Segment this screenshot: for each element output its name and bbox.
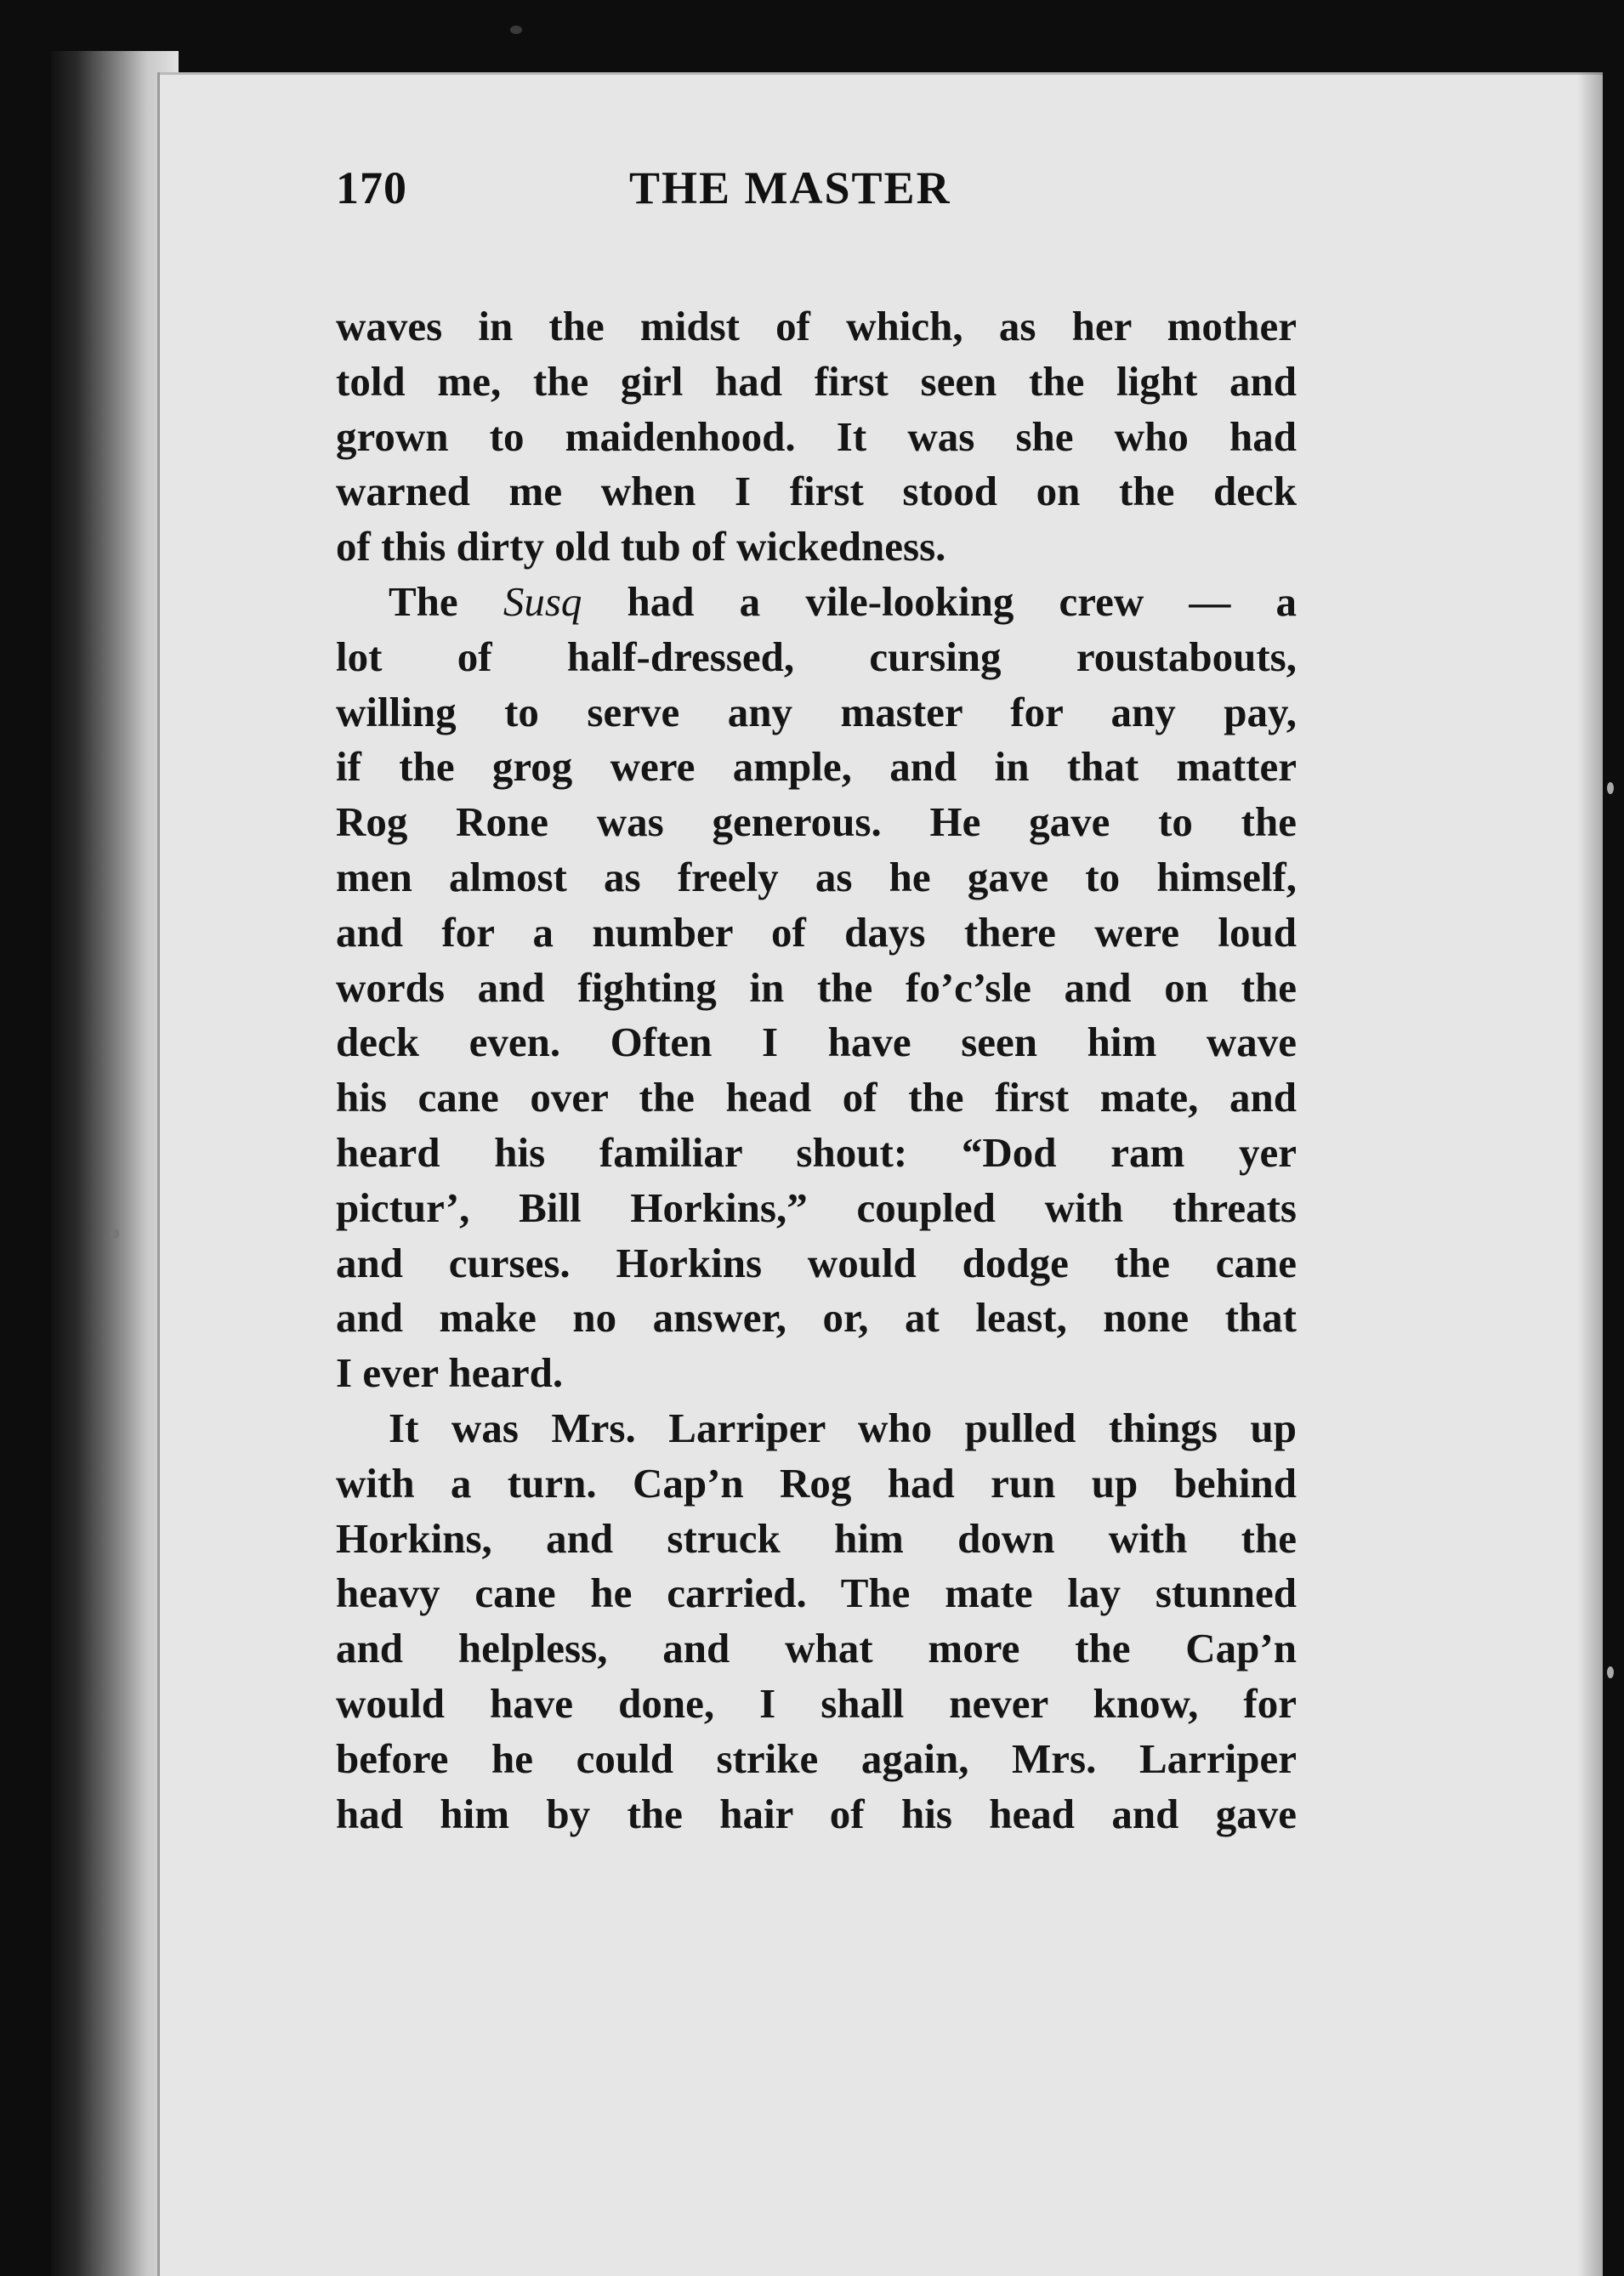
running-head-title: THE MASTER [629, 162, 951, 213]
text-line: had him by the hair of his head and gave [336, 1790, 1297, 1837]
text-line [336, 575, 1297, 630]
text-line: his cane over the head of the first mate, and [336, 1074, 1297, 1121]
text-line: men almost as freely as he gave to himself, [336, 853, 1297, 900]
scan-speck [1607, 782, 1614, 794]
text-line: pictur’, Bill Horkins,” coupled with threats [336, 1183, 1297, 1231]
text-line: grown to maidenhood. It was she who had [336, 412, 1297, 460]
text-line: if the grog were ample, and in that matter [336, 743, 1297, 791]
text-line: with a turn. Cap’n Rog had run up behind [336, 1459, 1297, 1507]
text-line: waves in the midst of which, as her mother [336, 303, 1297, 349]
text-line: heavy cane he carried. The mate lay stunned [336, 1569, 1297, 1617]
page-number: 170 [336, 162, 407, 213]
ship-name-italic: Susq [503, 577, 582, 625]
text-line: and make no answer, or, at least, none that [336, 1294, 1297, 1342]
text-line: before he could strike again, Mrs. Larriper [336, 1734, 1297, 1782]
text-line: warned me when I first stood on the deck [336, 468, 1297, 515]
text-line: Rog Rone was generous. He gave to the [336, 798, 1297, 846]
text-line: words and fighting in the fo’c’sle and on the [336, 963, 1297, 1011]
scan-speck [111, 1229, 119, 1239]
text-line: deck even. Often I have seen him wave [336, 1019, 1297, 1066]
paragraph-1 [336, 299, 1297, 575]
text-line: and helpless, and what more the Cap’n [336, 1625, 1297, 1672]
text-line: told me, the girl had first seen the light and [336, 357, 1297, 405]
text-line: and for a number of days there were loud [336, 908, 1297, 956]
text-line: willing to serve any master for any pay, [336, 688, 1297, 735]
text-line: I ever heard. [336, 1349, 564, 1397]
text-line: heard his familiar shout: “Dod ram yer [336, 1128, 1297, 1176]
paragraph-3 [336, 1401, 1297, 1842]
text-line: would have done, I shall never know, for [336, 1679, 1297, 1727]
page-edge-shadow [1577, 72, 1603, 2276]
text-segment: had a vile-looking crew — a [582, 577, 1297, 625]
text-line: and curses. Horkins would dodge the cane [336, 1239, 1297, 1286]
text-line: of this dirty old tub of wickedness. [336, 523, 946, 570]
paragraph-2 [336, 575, 1297, 1401]
page-header [336, 162, 1237, 238]
body-text [336, 299, 1297, 1842]
text-segment: The [389, 577, 503, 625]
text-line: Horkins, and struck him down with the [336, 1514, 1297, 1562]
text-line: It was Mrs. Larriper who pulled things up [389, 1404, 1297, 1451]
scan-speck [510, 26, 522, 34]
scan-speck [1607, 1666, 1614, 1678]
text-line: lot of half-dressed, cursing roustabouts, [336, 633, 1297, 680]
